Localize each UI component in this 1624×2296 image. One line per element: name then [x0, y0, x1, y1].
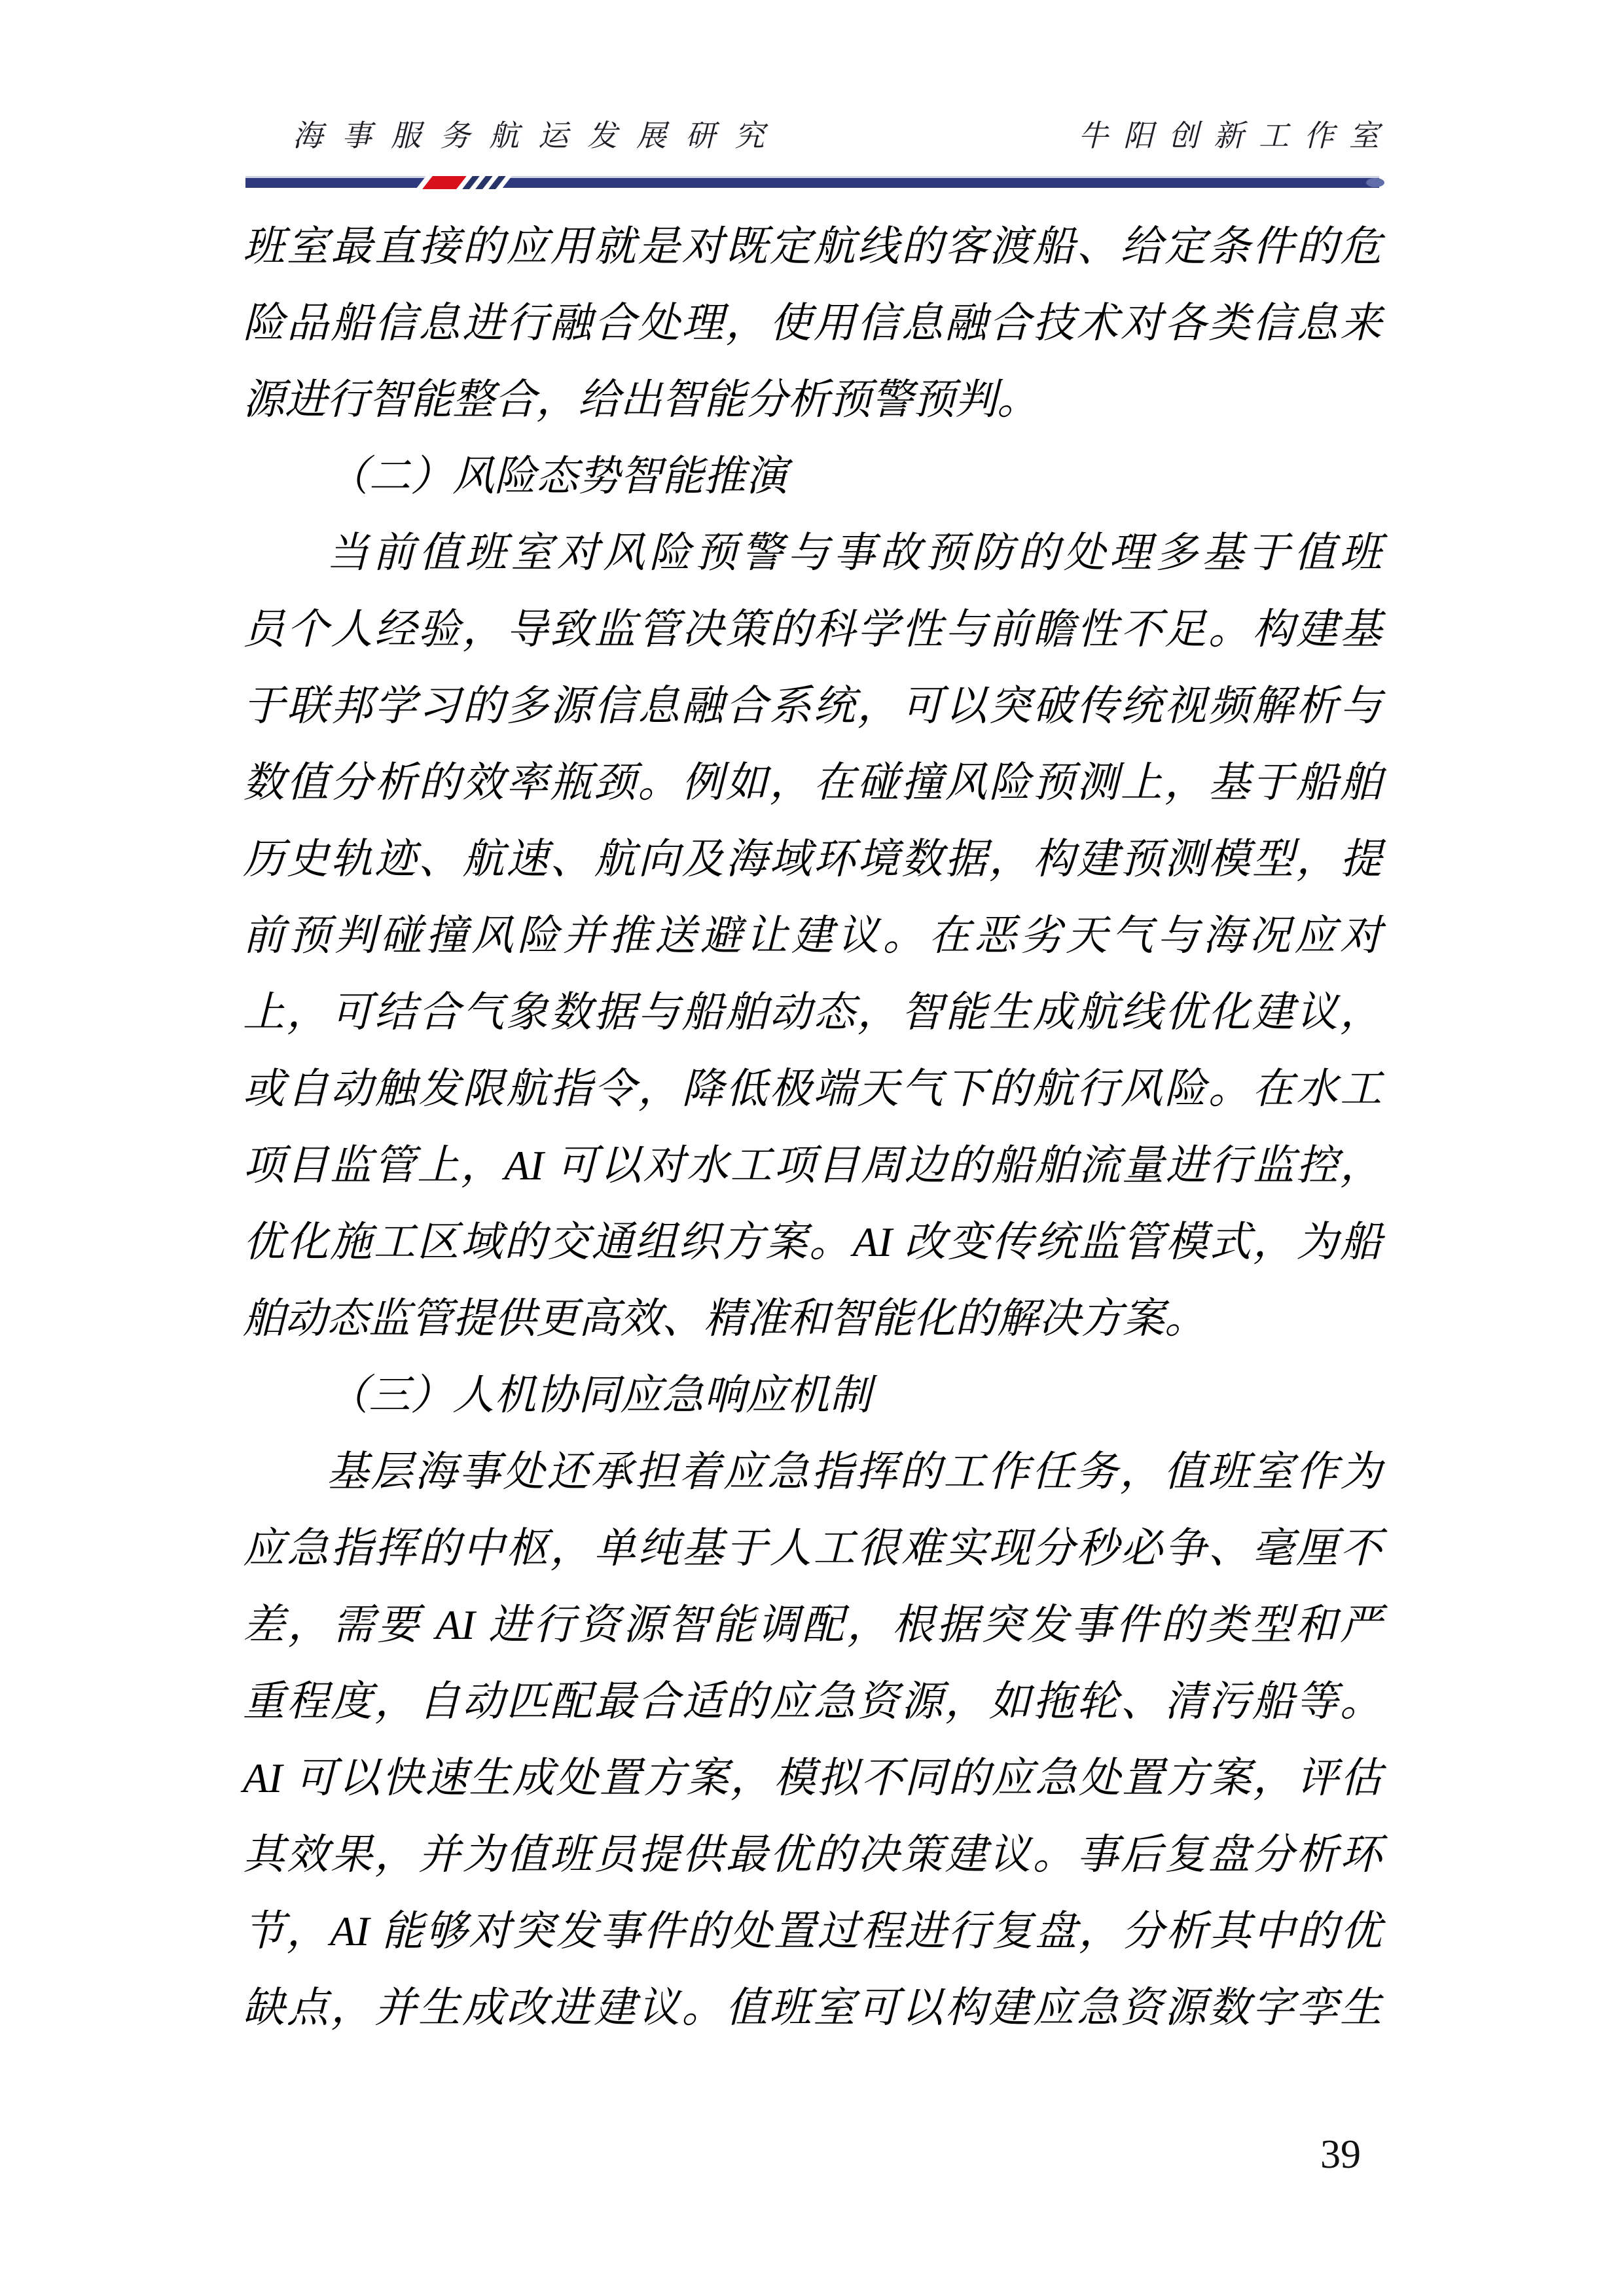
header-rule: [245, 176, 1379, 188]
text-line: 节，AI 能够对突发事件的处置过程进行复盘，分析其中的优: [243, 1908, 1382, 1954]
text-line: 差，需要 AI 进行资源智能调配，根据突发事件的类型和严: [243, 1602, 1382, 1648]
text-line: 于联邦学习的多源信息融合系统，可以突破传统视频解析与: [243, 683, 1382, 729]
text-line: 上，可结合气象数据与船舶动态，智能生成航线优化建议，: [243, 989, 1382, 1035]
banner-stripe-decoration: [416, 176, 512, 189]
page-header: [245, 119, 1394, 153]
page-number: 39: [1320, 2132, 1361, 2177]
text-line: 数值分析的效率瓶颈。例如，在碰撞风险预测上，基于船舶: [243, 759, 1382, 806]
text-line: 重程度，自动匹配最合适的应急资源，如拖轮、清污船等。: [243, 1678, 1382, 1725]
text-line: 优化施工区域的交通组织方案。AI 改变传统监管模式，为船: [243, 1219, 1382, 1265]
text-line: 应急指挥的中枢，单纯基于人工很难实现分秒必争、毫厘不: [243, 1525, 1382, 1571]
text-line: 员个人经验，导致监管决策的科学性与前瞻性不足。构建基: [243, 606, 1382, 653]
text-line: 当前值班室对风险预警与事故预防的处理多基于值班: [327, 529, 1382, 576]
rule-end-cap: [1366, 178, 1384, 187]
header-right-title: 牛阳创新工作室: [1078, 119, 1394, 152]
body-text: [243, 208, 1382, 2046]
text-line: 前预判碰撞风险并推送避让建议。在恶劣天气与海况应对: [243, 912, 1382, 959]
text-line: 基层海事处还承担着应急指挥的工作任务，值班室作为: [327, 1448, 1382, 1495]
text-line: 舶动态监管提供更高效、精准和智能化的解决方案。: [243, 1295, 1206, 1342]
text-line: AI 可以快速生成处置方案，模拟不同的应急处置方案，评估: [243, 1755, 1382, 1801]
text-line: 项目监管上，AI 可以对水工项目周边的船舶流量进行监控，: [243, 1142, 1382, 1189]
text-line: 缺点，并生成改进建议。值班室可以构建应急资源数字孪生: [243, 1984, 1382, 2031]
text-line: 或自动触发限航指令，降低极端天气下的航行风险。在水工: [243, 1066, 1382, 1112]
text-line: 历史轨迹、航速、航向及海域环境数据，构建预测模型，提: [243, 836, 1382, 882]
text-line: 其效果，并为值班员提供最优的决策建议。事后复盘分析环: [243, 1831, 1382, 1878]
text-line: 源进行智能整合，给出智能分析预警预判。: [243, 376, 1039, 423]
header-left-title: 海事服务航运发展研究: [293, 119, 784, 152]
text-line: 班室最直接的应用就是对既定航线的客渡船、给定条件的危: [243, 223, 1382, 270]
text-line: 险品船信息进行融合处理，使用信息融合技术对各类信息来: [243, 300, 1382, 346]
text-line: （二）风险态势智能推演: [327, 453, 787, 499]
text-line: （三）人机协同应急响应机制: [327, 1372, 871, 1418]
